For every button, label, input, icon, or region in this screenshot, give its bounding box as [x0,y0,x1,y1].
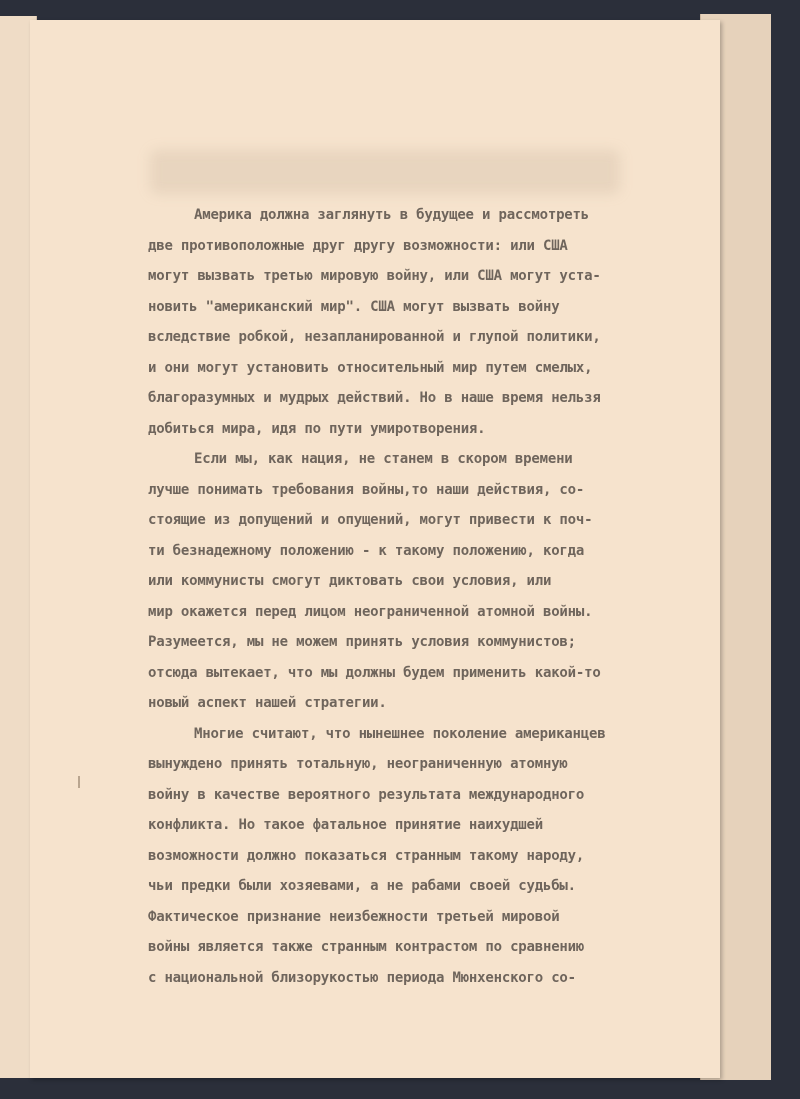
text-line: Если мы, как нация, не станем в скором времени [194,451,573,467]
text-line: войны является также странным контрастом по сравнению [148,939,585,955]
text-line: могут вызвать третью мировую войну, или США могут уста- [148,268,601,284]
text-line: чьи предки были хозяевами, а не рабами своей судьбы. [148,878,576,894]
text-line: или коммунисты смогут диктовать свои условия, или [148,573,552,589]
text-line: конфликта. Но такое фатальное принятие наихудшей [148,817,543,833]
text-line: новить "американский мир". США могут вызвать войну [148,298,560,315]
page-sheet [30,20,720,1078]
text-line: мир окажется перед лицом неограниченной атомной войны. [148,603,593,620]
text-line: две противоположные друг другу возможности: или США [148,237,568,254]
text-line: ти безнадежному положению - к такому положению, когда [148,542,585,559]
text-line: вследствие робкой, незапланированной и глупой политики, [148,329,601,345]
page-mark [78,776,80,788]
text-line: лучше понимать требования войны,то наши действия, со- [148,481,585,498]
faded-heading-area [150,150,620,194]
text-line: возможности должно показаться странным такому народу, [148,847,585,864]
text-line: Америка должна заглянуть в будущее и рассмотреть [194,207,589,223]
text-line: войну в качестве вероятного результата международного [148,786,585,803]
text-line: добиться мира, идя по пути умиротворения. [148,420,486,437]
text-line: Фактическое признание неизбежности третьей мировой [148,908,560,925]
text-line: с национальной близорукостью периода Мюнхенского со- [148,969,576,986]
text-line: новый аспект нашей стратегии. [148,695,387,711]
text-line: вынуждено принять тотальную, неограниченную атомную [148,756,568,772]
text-line: стоящие из допущений и опущений, могут привести к поч- [148,512,593,528]
text-line: и они могут установить относительный мир путем смелых, [148,359,593,376]
text-line: благоразумных и мудрых действий. Но в наше время нельзя [148,390,601,406]
text-line: отсюда вытекает, что мы должны будем применить какой-то [148,664,601,681]
text-line: Многие считают, что нынешнее поколение американцев [194,725,606,742]
body-text [148,200,688,993]
text-line: Разумеется, мы не можем принять условия коммунистов; [148,634,576,650]
